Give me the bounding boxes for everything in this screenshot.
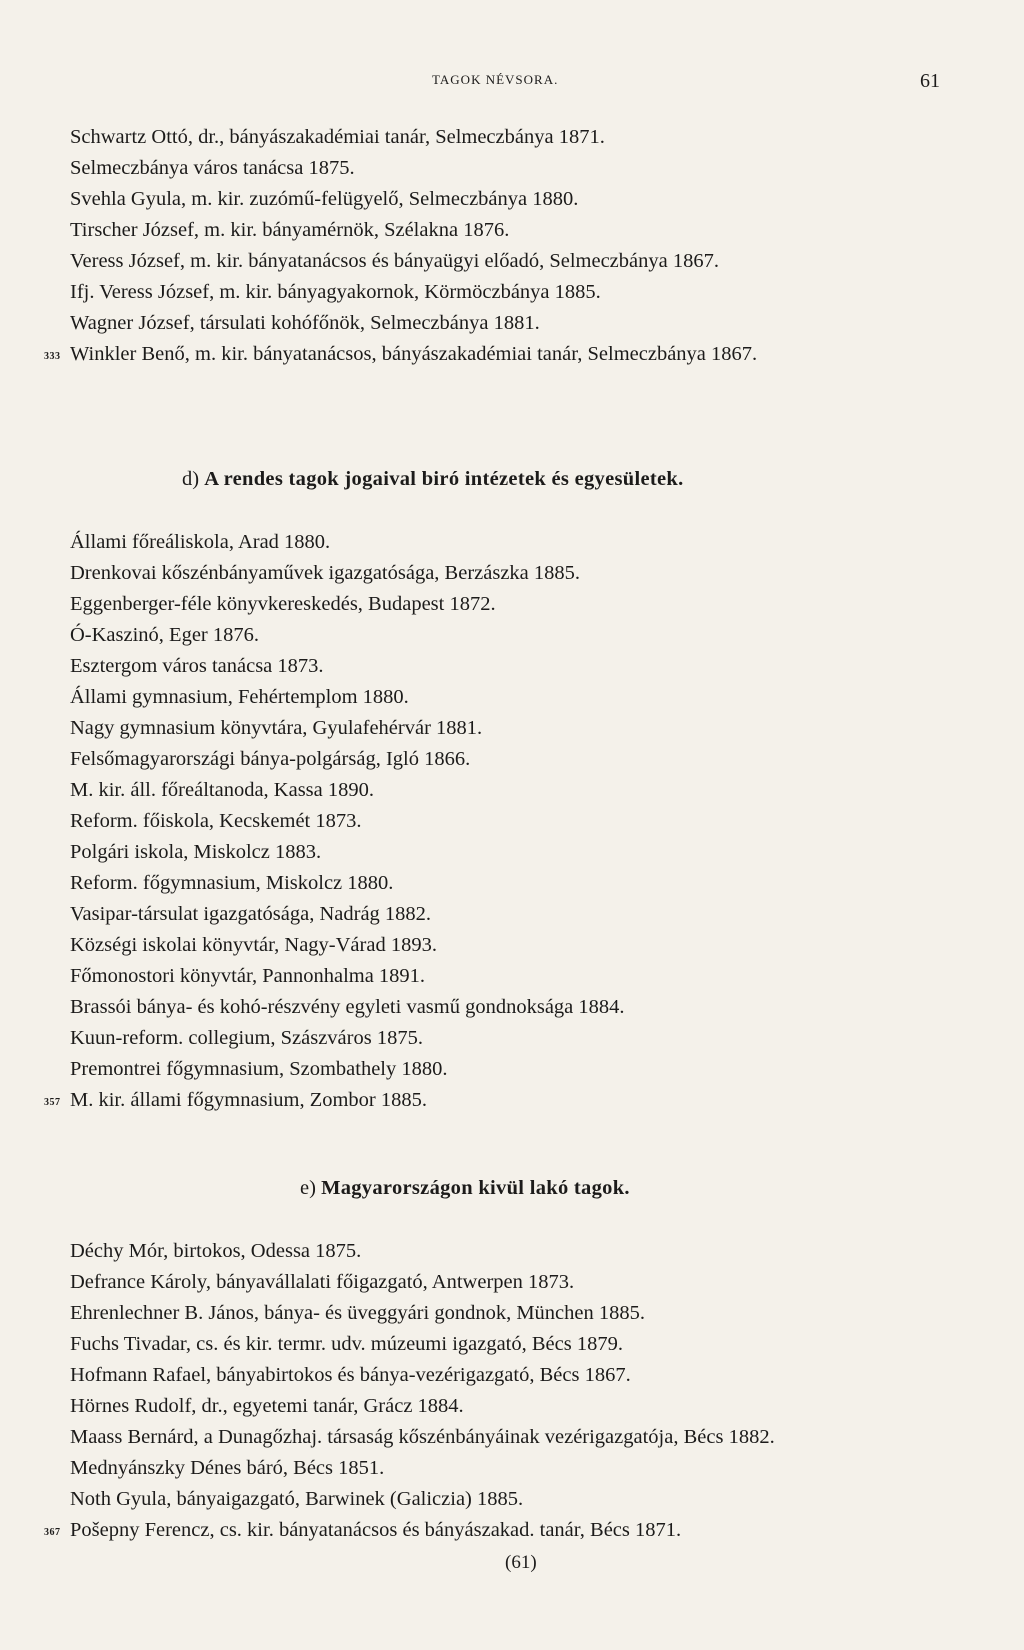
entry-text: M. kir. állami főgymnasium, Zombor 1885. [70, 1089, 428, 1111]
list-item [70, 651, 970, 682]
list-item [70, 620, 970, 651]
list-item [70, 1298, 970, 1329]
footer-page-number: (61) [505, 1552, 537, 1573]
margin-marker: 333 [44, 351, 61, 362]
list-item [70, 1484, 970, 1515]
list-item [70, 1236, 970, 1267]
entry-text: Hörnes Rudolf, dr., egyetemi tanár, Grácz 1884. [70, 1395, 464, 1417]
list-item [70, 775, 970, 806]
entry-text: Winkler Benő, m. kir. bányatanácsos, bányászakadémiai tanár, Selmeczbánya 1867. [70, 343, 758, 365]
entry-text: Esztergom város tanácsa 1873. [70, 655, 324, 677]
section-heading-d [182, 468, 684, 491]
entry-text: Állami főreáliskola, Arad 1880. [70, 531, 331, 553]
section-heading-e [300, 1177, 630, 1200]
entry-text: Hofmann Rafael, bányabirtokos és bánya-vezérigazgató, Bécs 1867. [70, 1364, 631, 1386]
list-item [70, 527, 970, 558]
margin-marker: 367 [44, 1527, 61, 1538]
entry-text: Svehla Gyula, m. kir. zuzómű-felügyelő, Selmeczbánya 1880. [70, 188, 579, 210]
margin-marker: 357 [44, 1097, 61, 1108]
section-label-e: e) [300, 1177, 316, 1199]
entry-text: Déchy Mór, birtokos, Odessa 1875. [70, 1240, 362, 1262]
entry-text: Reform. főiskola, Kecskemét 1873. [70, 810, 362, 832]
entry-text: Fuchs Tivadar, cs. és kir. termr. udv. múzeumi igazgató, Bécs 1879. [70, 1333, 623, 1355]
list-item [70, 713, 970, 744]
entry-text: Nagy gymnasium könyvtára, Gyulafehérvár 1881. [70, 717, 483, 739]
entry-text: Ó-Kaszinó, Eger 1876. [70, 624, 260, 646]
page-number: 61 [920, 70, 940, 92]
list-item [70, 1267, 970, 1298]
entry-text: Mednyánszky Dénes báró, Bécs 1851. [70, 1457, 385, 1479]
entry-text: Vasipar-társulat igazgatósága, Nadrág 1882. [70, 903, 432, 925]
list-item [44, 339, 970, 370]
section-title-d: A rendes tagok jogaival biró intézetek és egyesületek. [204, 468, 684, 490]
list-item [70, 184, 970, 215]
entry-text: Premontrei főgymnasium, Szombathely 1880. [70, 1058, 448, 1080]
list-item [70, 1329, 970, 1360]
entry-text: Tirscher József, m. kir. bányamérnök, Szélakna 1876. [70, 219, 510, 241]
list-item [70, 682, 970, 713]
list-item [44, 1515, 970, 1546]
entry-text: Veress József, m. kir. bányatanácsos és bányaügyi előadó, Selmeczbánya 1867. [70, 250, 719, 272]
entry-text: Állami gymnasium, Fehértemplom 1880. [70, 686, 409, 708]
entry-text: Pošepny Ferencz, cs. kir. bányatanácsos és bányászakad. tanár, Bécs 1871. [70, 1519, 682, 1541]
entry-text: Főmonostori könyvtár, Pannonhalma 1891. [70, 965, 426, 987]
list-item [70, 930, 970, 961]
entry-text: Kuun-reform. collegium, Szászváros 1875. [70, 1027, 423, 1049]
list-item [70, 589, 970, 620]
entry-text: Polgári iskola, Miskolcz 1883. [70, 841, 322, 863]
list-item [70, 744, 970, 775]
entry-text: Reform. főgymnasium, Miskolcz 1880. [70, 872, 394, 894]
list-item [70, 806, 970, 837]
list-item [70, 122, 970, 153]
list-item [44, 1085, 970, 1116]
list-item [70, 308, 970, 339]
foreign-member-list-e [44, 1236, 970, 1546]
member-list-c [44, 122, 970, 370]
section-title-e: Magyarországon kivül lakó tagok. [321, 1177, 630, 1199]
entry-text: Maass Bernárd, a Dunagőzhaj. társaság kőszénbányáinak vezérigazgatója, Bécs 1882. [70, 1426, 775, 1448]
entry-text: Ifj. Veress József, m. kir. bányagyakornok, Körmöczbánya 1885. [70, 281, 601, 303]
entry-text: Noth Gyula, bányaigazgató, Barwinek (Galiczia) 1885. [70, 1488, 524, 1510]
list-item [70, 837, 970, 868]
list-item [70, 558, 970, 589]
list-item [70, 992, 970, 1023]
list-item [70, 246, 970, 277]
list-item [70, 961, 970, 992]
entry-text: Brassói bánya- és kohó-részvény egyleti vasmű gondnoksága 1884. [70, 996, 625, 1018]
entry-text: M. kir. áll. főreáltanoda, Kassa 1890. [70, 779, 375, 801]
entry-text: Wagner József, társulati kohófőnök, Selmeczbánya 1881. [70, 312, 540, 334]
entry-text: Defrance Károly, bányavállalati főigazgató, Antwerpen 1873. [70, 1271, 575, 1293]
entry-text: Selmeczbánya város tanácsa 1875. [70, 157, 355, 179]
entry-text: Eggenberger-féle könyvkereskedés, Budapest 1872. [70, 593, 496, 615]
entry-text: Drenkovai kőszénbányaművek igazgatósága, Berzászka 1885. [70, 562, 581, 584]
list-item [70, 1023, 970, 1054]
entry-text: Felsőmagyarországi bánya-polgárság, Igló 1866. [70, 748, 471, 770]
list-item [70, 215, 970, 246]
list-item [70, 868, 970, 899]
list-item [70, 277, 970, 308]
list-item [70, 1453, 970, 1484]
institution-list-d [44, 527, 970, 1116]
running-head: TAGOK NÉVSORA. [432, 72, 559, 87]
list-item [70, 899, 970, 930]
list-item [70, 1391, 970, 1422]
entry-text: Ehrenlechner B. János, bánya- és üveggyári gondnok, München 1885. [70, 1302, 645, 1324]
list-item [70, 1422, 970, 1453]
section-label-d: d) [182, 468, 200, 490]
list-item [70, 153, 970, 184]
list-item [70, 1054, 970, 1085]
entry-text: Schwartz Ottó, dr., bányászakadémiai tanár, Selmeczbánya 1871. [70, 126, 605, 148]
list-item [70, 1360, 970, 1391]
entry-text: Községi iskolai könyvtár, Nagy-Várad 1893. [70, 934, 437, 956]
